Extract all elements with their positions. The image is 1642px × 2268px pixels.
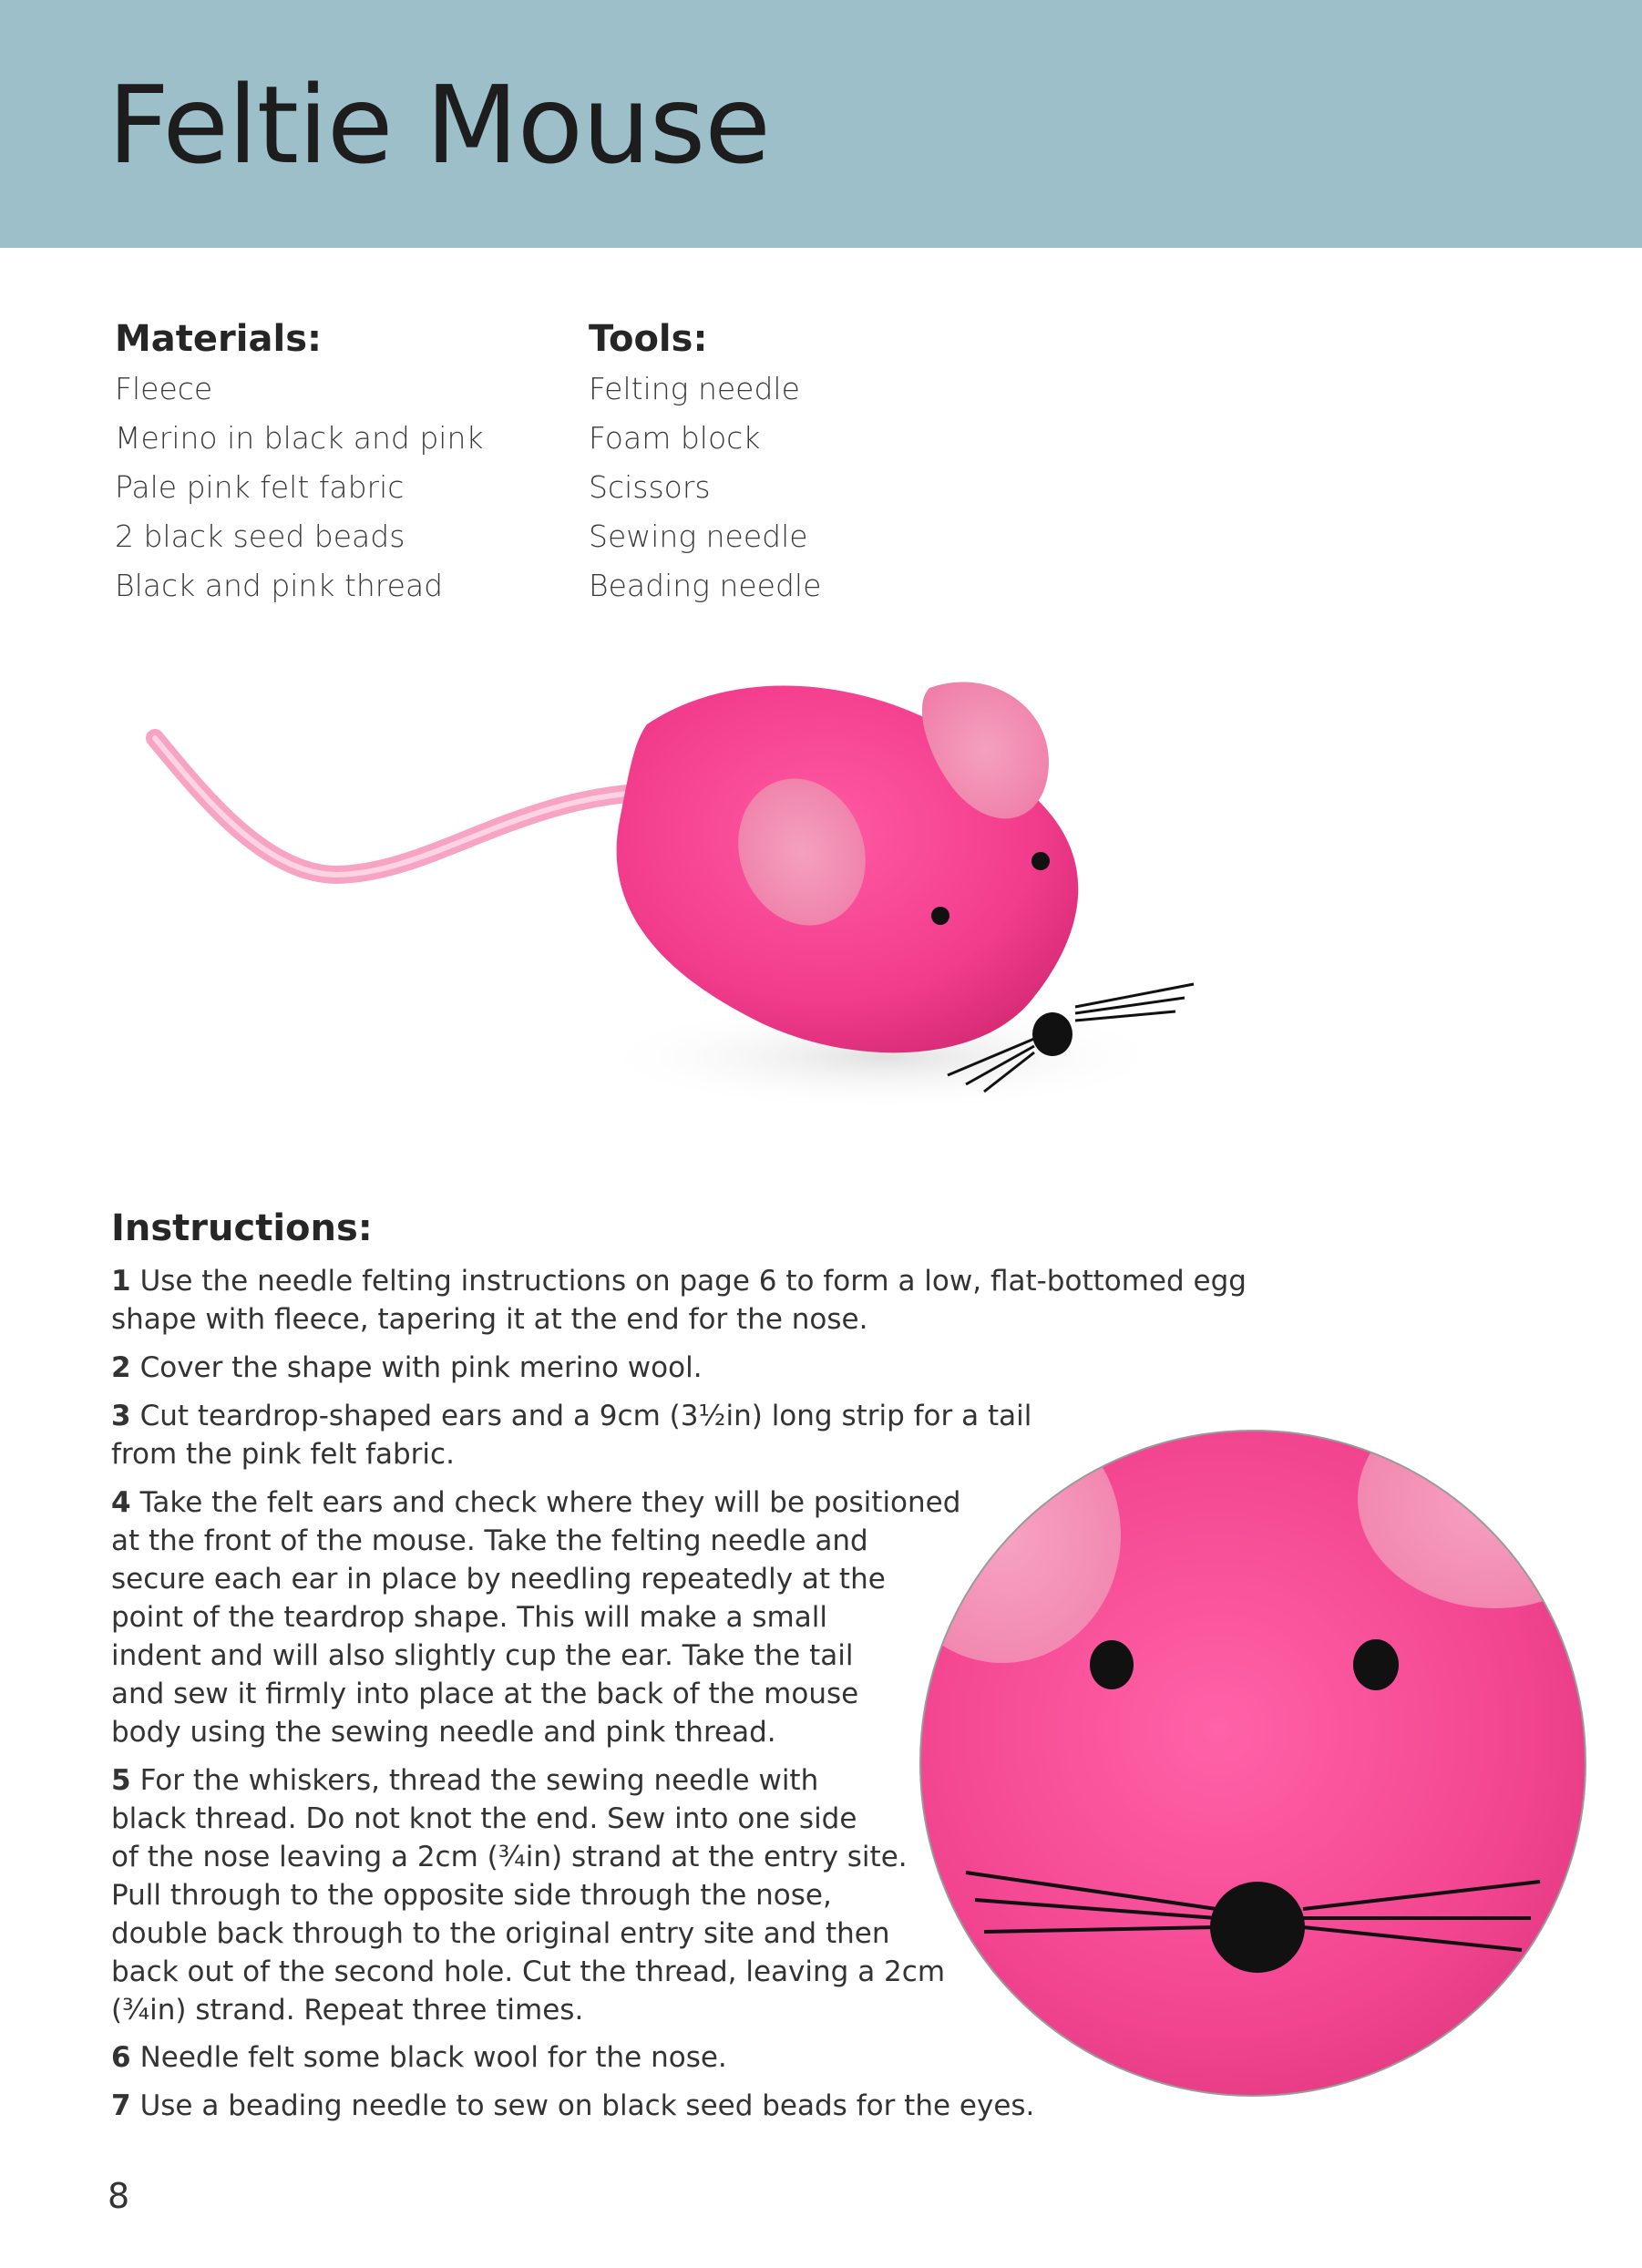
mouse-photo: [128, 638, 1221, 1148]
step-text: (¾in) strand. Repeat three times.: [111, 1994, 584, 2027]
materials-heading: Materials:: [115, 318, 322, 360]
step-text: back out of the second hole. Cut the thread, leaving a 2cm: [111, 1955, 946, 1988]
step-text: black thread. Do not knot the end. Sew into one side: [111, 1802, 857, 1835]
step-text: Cover the shape with pink merino wool.: [139, 1351, 703, 1384]
step-text: secure each ear in place by needling repeatedly at the: [111, 1563, 886, 1596]
instruction-step-3: [111, 1397, 1031, 1473]
step-text: from the pink felt fabric.: [111, 1438, 455, 1471]
list-item: Black and pink thread: [115, 568, 444, 603]
step-text: shape with fleece, tapering it at the end for the nose.: [111, 1303, 868, 1336]
step-number: 6: [111, 2041, 131, 2074]
step-text: indent and will also slightly cup the ear. Take the tail: [111, 1639, 854, 1672]
page-title: Feltie Mouse: [108, 62, 770, 188]
instruction-step-7: [111, 2087, 1034, 2125]
closeup-photo: [902, 1426, 1604, 2100]
closeup-eye: [1353, 1639, 1399, 1690]
closeup-eye: [1090, 1640, 1134, 1689]
step-text: Take the felt ears and check where they will be positioned: [139, 1486, 961, 1519]
list-item: Scissors: [589, 469, 711, 505]
list-item: Felting needle: [589, 371, 800, 406]
closeup-face: [902, 1426, 1604, 2100]
list-item: 2 black seed beads: [115, 518, 405, 554]
step-number: 3: [111, 1400, 131, 1432]
step-text: of the nose leaving a 2cm (¾in) strand at the entry site.: [111, 1841, 908, 1873]
list-item: Sewing needle: [589, 518, 808, 554]
step-text: double back through to the original entry site and then: [111, 1917, 890, 1950]
tools-heading: Tools:: [589, 318, 708, 360]
list-item: Pale pink felt fabric: [115, 469, 405, 505]
step-text: Cut teardrop-shaped ears and a 9cm (3½in) long strip for a tail: [139, 1400, 1032, 1432]
step-text: Use a beading needle to sew on black seed beads for the eyes.: [139, 2089, 1035, 2122]
instruction-step-4: [111, 1483, 960, 1751]
mouse-eye: [1031, 852, 1050, 870]
step-text: at the front of the mouse. Take the felting needle and: [111, 1524, 868, 1557]
step-text: and sew it firmly into place at the back of the mouse: [111, 1678, 859, 1710]
closeup-nose: [1210, 1882, 1305, 1973]
mouse-tail-highlight: [155, 738, 638, 875]
list-item: Foam block: [589, 420, 761, 456]
step-text: body using the sewing needle and pink thread.: [111, 1716, 776, 1749]
page-number: 8: [108, 2176, 130, 2216]
step-text: Use the needle felting instructions on page 6 to form a low, flat-bottomed egg: [139, 1265, 1247, 1298]
mouse-nose: [1032, 1012, 1072, 1056]
step-text: Pull through to the opposite side through the nose,: [111, 1879, 832, 1912]
instruction-step-2: [111, 1349, 703, 1387]
instruction-step-5: [111, 1761, 945, 2029]
list-item: Fleece: [115, 371, 213, 406]
step-text: For the whiskers, thread the sewing needle with: [139, 1764, 819, 1797]
instruction-step-1: [111, 1262, 1247, 1339]
mouse-eye: [931, 907, 949, 925]
list-item: Beading needle: [589, 568, 822, 603]
step-number: 4: [111, 1486, 131, 1519]
step-number: 2: [111, 1351, 131, 1384]
step-text: point of the teardrop shape. This will make a small: [111, 1601, 827, 1634]
step-number: 1: [111, 1265, 131, 1298]
step-number: 5: [111, 1764, 131, 1797]
tools-list: [589, 364, 821, 611]
materials-list: [115, 364, 483, 611]
step-text: Needle felt some black wool for the nose.: [139, 2041, 727, 2074]
list-item: Merino in black and pink: [115, 420, 484, 456]
instruction-step-6: [111, 2038, 727, 2077]
step-number: 7: [111, 2089, 131, 2122]
instructions-heading: Instructions:: [111, 1207, 373, 1249]
